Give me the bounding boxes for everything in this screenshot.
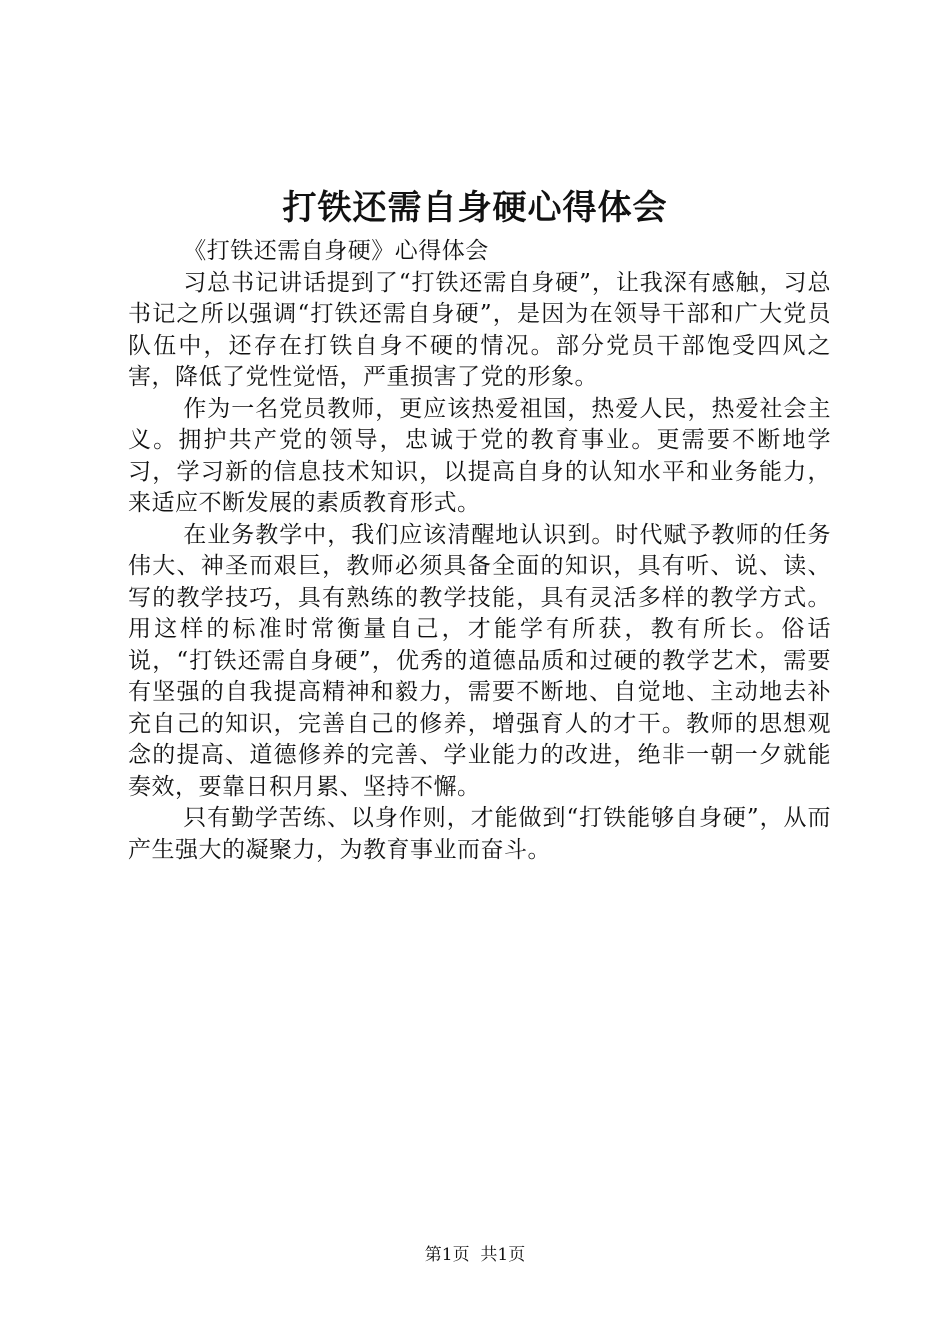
body-paragraph: 作为一名党员教师，更应该热爱祖国，热爱人民，热爱社会主义。拥护共产党的领导，忠诚于党的教育事业。更需要不断地学习，学习新的信息技术知识，以提高自身的认知水平和业务能力，来适应不断发展的素质教育形式。 [128, 395, 831, 516]
page-total: 共1页 [480, 1245, 526, 1265]
page-number: 第1页 [424, 1245, 470, 1265]
page-footer [0, 1244, 950, 1266]
document-title: 打铁还需自身硬心得体会 [282, 188, 668, 228]
document-body [128, 236, 831, 866]
footer-separator [470, 1245, 481, 1265]
body-paragraph: 习总书记讲话提到了“打铁还需自身硬”，让我深有感触，习总书记之所以强调“打铁还需自身硬”，是因为在领导干部和广大党员队伍中，还存在打铁自身不硬的情况。部分党员干部饱受四风之害，降低了党性觉悟，严重损害了党的形象。 [128, 269, 831, 390]
body-paragraph: 在业务教学中，我们应该清醒地认识到。时代赋予教师的任务伟大、神圣而艰巨，教师必须具备全面的知识，具有听、说、读、写的教学技巧，具有熟练的教学技能，具有灵活多样的教学方式。用这样的标准时常衡量自己，才能学有所获，教有所长。俗话说，“打铁还需自身硬”，优秀的道德品质和过硬的教学艺术，需要有坚强的自我提高精神和毅力，需要不断地、自觉地、主动地去补充自己的知识，完善自己的修养，增强育人的才干。教师的思想观念的提高、道德修养的完善、学业能力的改进，绝非一朝一夕就能奏效，要靠日积月累、坚持不懈。 [128, 521, 831, 800]
subtitle-paragraph: 《打铁还需自身硬》心得体会 [183, 238, 489, 264]
body-paragraph: 只有勤学苦练、以身作则，才能做到“打铁能够自身硬”，从而产生强大的凝聚力，为教育事业而奋斗。 [128, 805, 831, 863]
